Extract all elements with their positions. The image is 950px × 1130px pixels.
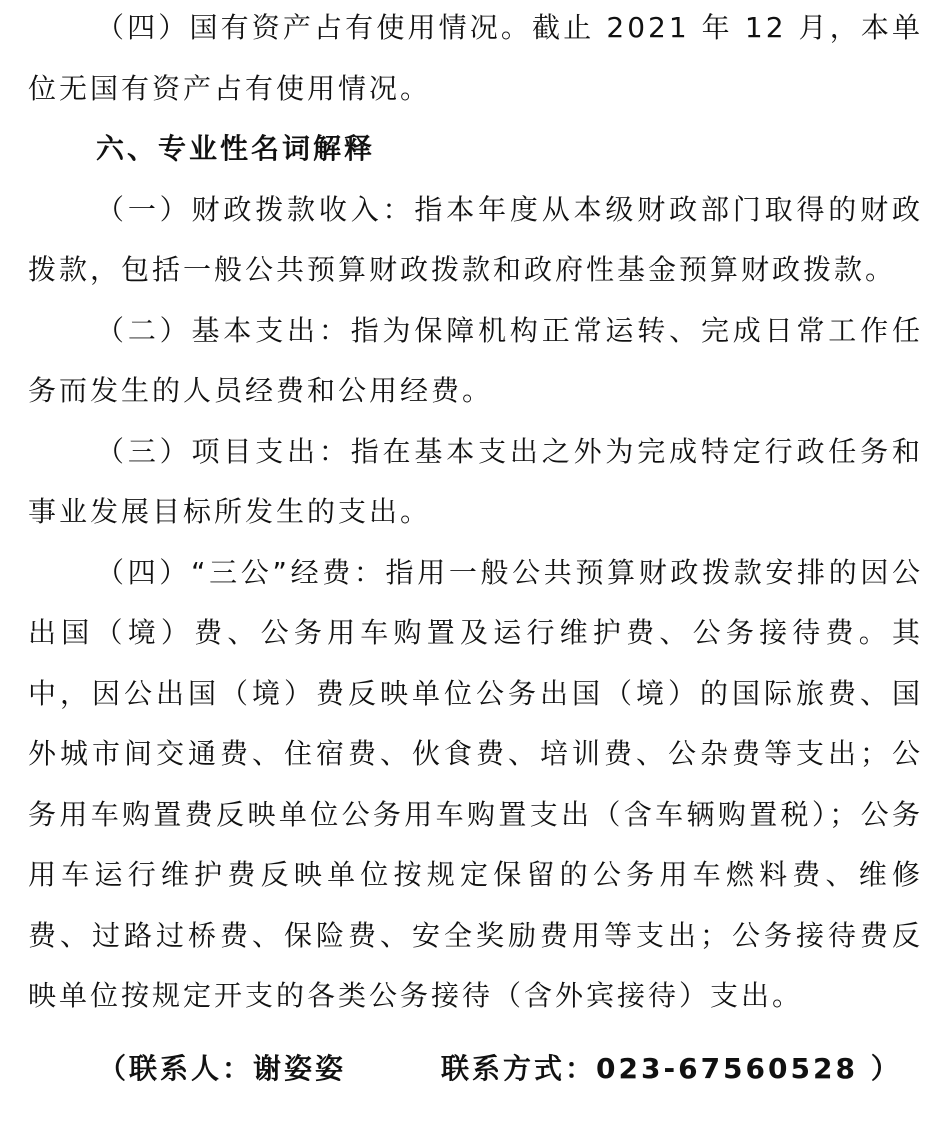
contact-person: （联系人：谢姿姿: [98, 1051, 347, 1085]
contact-phone: 联系方式：023-67560528 ）: [441, 1051, 902, 1085]
paragraph-project-expenditure: （三）项目支出：指在基本支出之外为完成特定行政任务和事业发展目标所发生的支出。: [28, 434, 923, 528]
paragraph-three-public-expenses: （四）“三公”经费：指用一般公共预算财政拨款安排的因公出国（境）费、公务用车购置及运行维护费、公务接待费。其中，因公出国（境）费反映单位公务出国（境）的国际旅费、国外城市间交通费、住宿费、伙食费、培训费、公杂费等支出；公务用车购置费反映单位公务用车购置支出（含车辆购置税）；公务用车运行维护费反映单位按规定保留的公务用车燃料费、维修费、过路过桥费、保险费、安全奖励费用等支出；公务接待费反映单位按规定开支的各类公务接待（含外宾接待）支出。: [28, 555, 923, 1012]
section-heading-terms: 六、专业性名词解释: [96, 132, 376, 165]
paragraph-fiscal-appropriation-income: （一）财政拨款收入：指本年度从本级财政部门取得的财政拨款，包括一般公共预算财政拨款和政府性基金预算财政拨款。: [28, 192, 923, 286]
paragraph-basic-expenditure: （二）基本支出：指为保障机构正常运转、完成日常工作任务而发生的人员经费和公用经费。: [28, 313, 923, 407]
contact-line: [28, 1039, 923, 1100]
document-page: [28, 0, 923, 1099]
paragraph-state-assets: （四）国有资产占有使用情况。截止 2021 年 12 月，本单位无国有资产占有使用情况。: [28, 11, 923, 105]
